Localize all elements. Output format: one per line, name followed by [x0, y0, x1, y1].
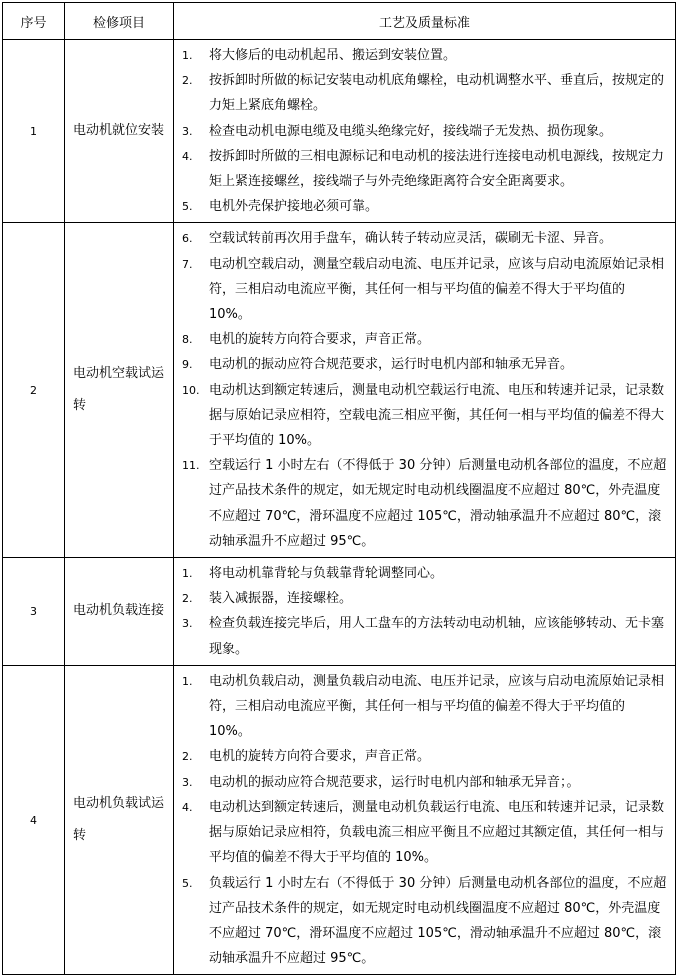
table-row	[3, 223, 676, 558]
step-number: 3.	[182, 124, 193, 138]
maintenance-standard-table	[2, 2, 676, 975]
row-number: 3	[3, 558, 65, 666]
row-standard	[174, 558, 676, 666]
standard-step	[182, 586, 669, 611]
table-body	[3, 40, 676, 975]
step-number: 4.	[182, 800, 193, 814]
step-text: 空载试转前再次用手盘车，确认转子转动应灵活，碳刷无卡涩、异音。	[209, 231, 613, 247]
step-text: 电机的旋转方向符合要求，声音正常。	[209, 332, 431, 348]
step-text: 按拆卸时所做的三相电源标记和电动机的接法进行连接电动机电源线，按规定力矩上紧连接螺丝，接线端子与外壳绝缘距离符合安全距离要求。	[209, 148, 665, 190]
step-text: 电动机达到额定转速后，测量电动机空载运行电流、电压和转速并记录，记录数据与原始记录应相符，空载电流三相应平衡，其任何一相与平均值的偏差不得大于平均值的 10%。	[209, 382, 665, 449]
row-standard	[174, 223, 676, 558]
standard-step	[182, 770, 669, 795]
step-text: 空载运行 1 小时左右（不得低于 30 分钟）后测量电动机各部位的温度，不应超过产品技术条件的规定，如无规定时电动机线圈温度不应超过 80℃，外壳温度不应超过 70℃，滑环温度不应超过 105℃，滑动轴承温升不应超过 80℃，滚动轴承温升不应超过 95℃。	[209, 458, 667, 549]
step-text: 按拆卸时所做的标记安装电动机底角螺栓，电动机调整水平、垂直后，按规定的力矩上紧底角螺栓。	[209, 73, 665, 114]
standard-step	[182, 611, 669, 661]
row-standard	[174, 40, 676, 223]
step-text: 电动机负载启动，测量负载启动电流、电压并记录，应该与启动电流原始记录相符，三相启动电流应平衡，其任何一相与平均值的偏差不得大于平均值的 10%。	[209, 673, 665, 740]
standard-step	[182, 43, 669, 68]
standard-step	[182, 561, 669, 586]
step-number: 3.	[182, 775, 193, 789]
step-number: 5.	[182, 876, 193, 890]
step-number: 2.	[182, 750, 193, 764]
row-item: 电动机负载试运转	[65, 665, 174, 974]
step-text: 负载运行 1 小时左右（不得低于 30 分钟）后测量电动机各部位的温度，不应超过产品技术条件的规定，如无规定时电动机线圈温度不应超过 80℃，外壳温度不应超过 70℃，滑环温度不应超过 105℃，滑动轴承温升不应超过 80℃，滚动轴承温升不应超过 95℃。	[209, 875, 667, 967]
table-row	[3, 665, 676, 974]
standard-step	[182, 252, 669, 328]
step-text: 将大修后的电动机起吊、搬运到安装位置。	[209, 48, 457, 63]
step-number: 10.	[182, 383, 200, 397]
header-standard: 工艺及质量标准	[174, 3, 676, 40]
table-header-row	[3, 3, 676, 40]
step-text: 将电动机靠背轮与负载靠背轮调整同心。	[209, 566, 444, 582]
table-row	[3, 558, 676, 666]
step-text: 电动机的振动应符合规范要求，运行时电机内部和轴承无异音；。	[209, 774, 580, 790]
step-number: 8.	[182, 333, 193, 347]
standard-step	[182, 119, 669, 144]
step-number: 1.	[182, 674, 193, 688]
standard-step	[182, 144, 669, 194]
table-row	[3, 40, 676, 223]
row-item: 电动机就位安装	[65, 40, 174, 223]
standard-step	[182, 194, 669, 219]
standard-step	[182, 669, 669, 745]
standard-step	[182, 744, 669, 769]
standard-step	[182, 352, 669, 377]
standard-step	[182, 327, 669, 352]
step-number: 7.	[182, 257, 193, 271]
row-number: 2	[3, 223, 65, 558]
row-number: 4	[3, 665, 65, 974]
row-item: 电动机负载连接	[65, 558, 174, 666]
standard-step	[182, 226, 669, 251]
standard-step	[182, 68, 669, 118]
step-number: 3.	[182, 617, 193, 631]
step-text: 电机外壳保护接地必须可靠。	[209, 199, 379, 215]
step-number: 9.	[182, 358, 193, 372]
step-number: 2.	[182, 74, 193, 88]
step-number: 6.	[182, 232, 193, 246]
standard-step	[182, 795, 669, 871]
standard-step	[182, 871, 669, 972]
row-number: 1	[3, 40, 65, 223]
step-text: 检查电动机电源电缆及电缆头绝缘完好，接线端子无发热、损伤现象。	[209, 123, 613, 139]
step-text: 装入减振器，连接螺栓。	[209, 591, 353, 607]
step-number: 2.	[182, 592, 193, 606]
step-text: 检查负载连接完毕后，用人工盘车的方法转动电动机轴，应该能够转动、无卡塞现象。	[209, 616, 665, 657]
step-number: 5.	[182, 200, 193, 214]
step-text: 电动机空载启动，测量空载启动电流、电压并记录，应该与启动电流原始记录相符，三相启动电流应平衡，其任何一相与平均值的偏差不得大于平均值的 10%。	[209, 256, 665, 323]
step-number: 11.	[182, 459, 200, 473]
step-number: 1.	[182, 567, 193, 581]
row-standard	[174, 665, 676, 974]
step-number: 4.	[182, 149, 193, 163]
header-item: 检修项目	[65, 3, 174, 40]
standard-step	[182, 453, 669, 554]
step-text: 电动机达到额定转速后，测量电动机负载运行电流、电压和转速并记录，记录数据与原始记录应相符，负载电流三相应平衡且不应超过其额定值，其任何一相与平均值的偏差不得大于平均值的 10%。	[209, 799, 665, 866]
step-number: 1.	[182, 49, 193, 62]
header-no: 序号	[3, 3, 65, 40]
row-item: 电动机空载试运转	[65, 223, 174, 558]
step-text: 电机的旋转方向符合要求，声音正常。	[209, 749, 431, 765]
standard-step	[182, 378, 669, 454]
step-text: 电动机的振动应符合规范要求，运行时电机内部和轴承无异音。	[209, 357, 574, 373]
